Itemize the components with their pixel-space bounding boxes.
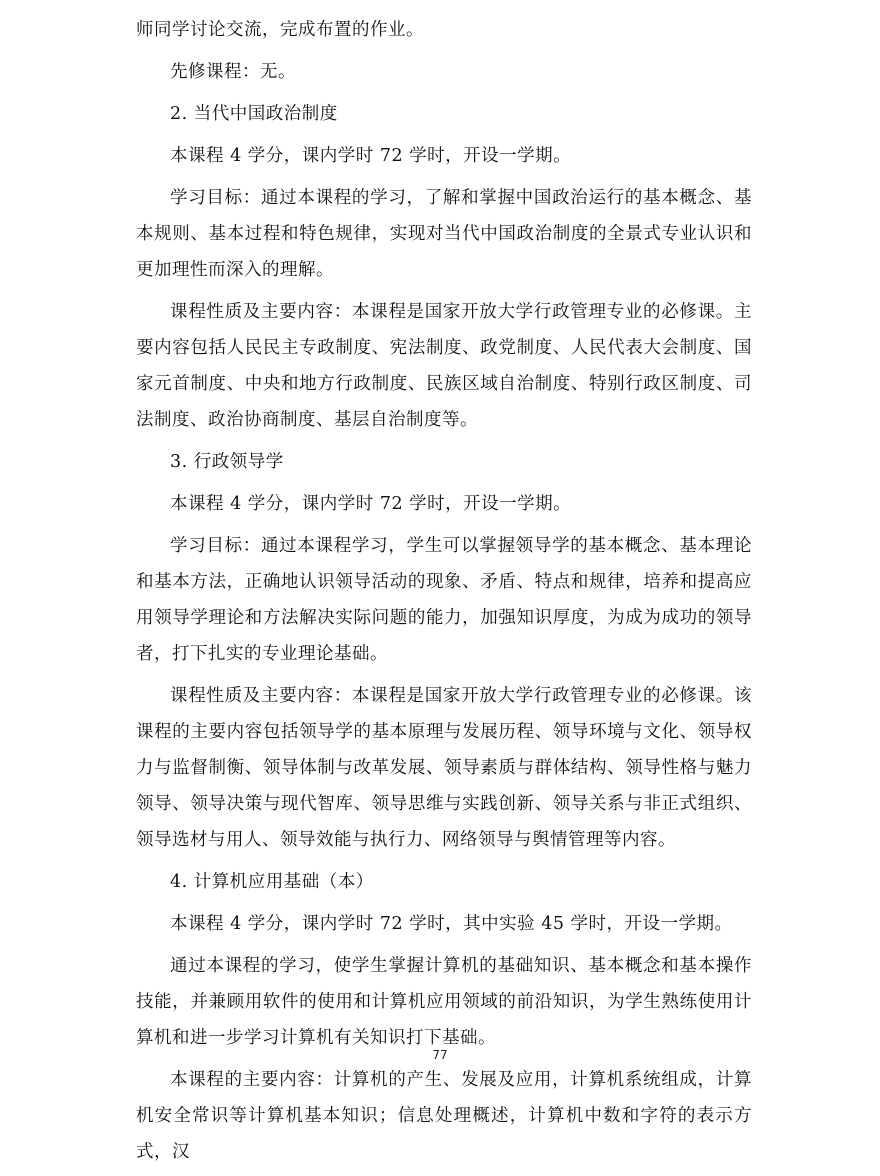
body-paragraph: 先修课程：无。 — [170, 62, 296, 82]
body-paragraph: 学习目标：通过本课程学习，学生可以掌握领导学的基本概念、基本理论和基本方法，正确地认识领导活动的现象、矛盾、特点和规律，培养和提高应用领导学理论和方法解决实际问题的能力，加强知识厚度，为成为成功的领导者，打下扎实的专业理论基础。 — [136, 536, 752, 664]
body-paragraph: 课程性质及主要内容：本课程是国家开放大学行政管理专业的必修课。主要内容包括人民民主专政制度、宪法制度、政党制度、人民代表大会制度、国家元首制度、中央和地方行政制度、民族区域自治制度、特别行政区制度、司法制度、政治协商制度、基层自治制度等。 — [136, 302, 752, 430]
body-paragraph: 本课程 4 学分，课内学时 72 学时，开设一学期。 — [170, 494, 572, 514]
section-heading: 2. 当代中国政治制度 — [170, 104, 338, 124]
body-paragraph: 学习目标：通过本课程的学习，了解和掌握中国政治运行的基本概念、基本规则、基本过程和特色规律，实现对当代中国政治制度的全景式专业认识和更加理性而深入的理解。 — [136, 188, 752, 280]
body-paragraph: 师同学讨论交流，完成布置的作业。 — [136, 20, 424, 40]
document-body — [136, 12, 752, 1176]
body-paragraph: 本课程 4 学分，课内学时 72 学时，开设一学期。 — [170, 146, 572, 166]
body-paragraph: 课程性质及主要内容：本课程是国家开放大学行政管理专业的必修课。该课程的主要内容包括领导学的基本原理与发展历程、领导环境与文化、领导权力与监督制衡、领导体制与改革发展、领导素质与群体结构、领导性格与魅力领导、领导决策与现代智库、领导思维与实践创新、领导关系与非正式组织、领导选材与用人、领导效能与执行力、网络领导与舆情管理等内容。 — [136, 686, 752, 850]
page-number: 77 — [432, 1048, 448, 1062]
section-heading: 4. 计算机应用基础（本） — [170, 872, 374, 892]
body-paragraph: 通过本课程的学习，使学生掌握计算机的基础知识、基本概念和基本操作技能，并兼顾用软件的使用和计算机应用领域的前沿知识，为学生熟练使用计算机和进一步学习计算机有关知识打下基础。 — [136, 956, 752, 1048]
body-paragraph: 本课程 4 学分，课内学时 72 学时，其中实验 45 学时，开设一学期。 — [170, 914, 733, 934]
section-heading: 3. 行政领导学 — [170, 452, 284, 472]
body-paragraph: 本课程的主要内容：计算机的产生、发展及应用，计算机系统组成，计算机安全常识等计算机基本知识；信息处理概述，计算机中数和字符的表示方式，汉 — [136, 1070, 752, 1162]
